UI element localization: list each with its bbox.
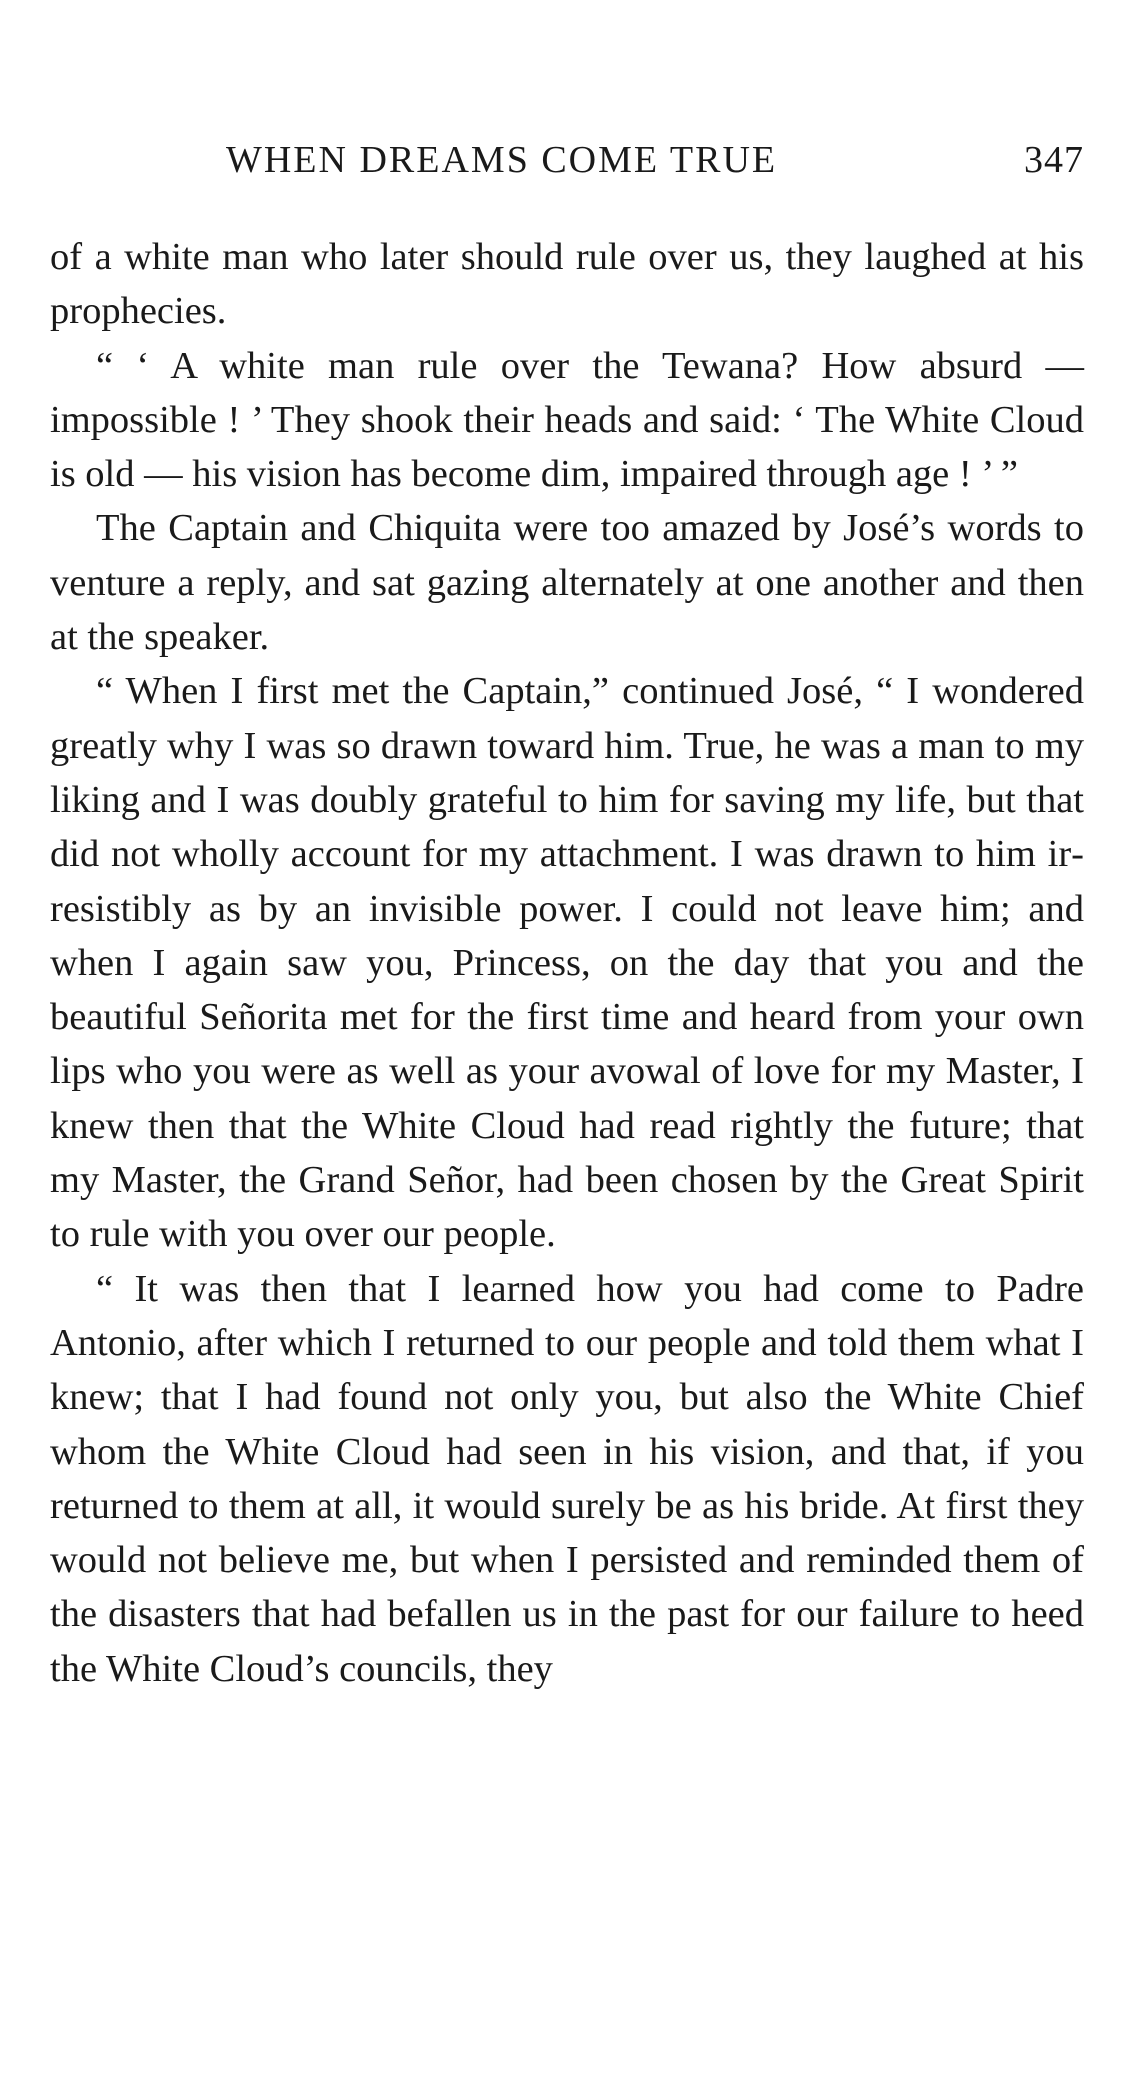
paragraph-4: “ When I first met the Captain,” continued José, “ I wondered greatly why I was so drawn toward him. True, he was a man to my liking and I was doubly grateful to him for saving my life, but that did not wholly account for my attachment. I was drawn to him irresistibly as by an invisible power. I could not leave him; and when I again saw you, Princess, on the day that you and the beautiful Señorita met for the first time and heard from your own lips who you were as well as your avowal of love for my Master, I knew then that the White Cloud had read rightly the future; that my Master, the Grand Señor, had been chosen by the Great Spirit to rule with you over our people. (50, 670, 1084, 1256)
paragraph-3: The Captain and Chiquita were too amazed by José’s words to venture a reply, and sat gazing alternately at one another and then at the speaker. (50, 507, 1084, 659)
book-page (50, 0, 1084, 2092)
chapter-title: WHEN DREAMS COME TRUE (226, 139, 778, 181)
paragraph-2: “ ‘ A white man rule over the Tewana? How absurd — impossible ! ’ They shook their heads and said: ‘ The White Cloud is old — his vision has become dim, impaired through age ! ’ ” (50, 344, 1084, 496)
body-text (50, 230, 1084, 1696)
paragraph-1: of a white man who later should rule over us, they laughed at his prophecies. (50, 236, 1084, 333)
page-number: 347 (1024, 139, 1084, 181)
paragraph-5: “ It was then that I learned how you had come to Padre Antonio, after which I returned to our people and told them what I knew; that I had found not only you, but also the White Chief whom the White Cloud had seen in his vision, and that, if you returned to them at all, it would surely be as his bride. At first they would not believe me, but when I persisted and reminded them of the disasters that had befallen us in the past for our failure to heed the White Cloud’s councils, they (50, 1267, 1084, 1690)
running-head (50, 138, 1084, 188)
